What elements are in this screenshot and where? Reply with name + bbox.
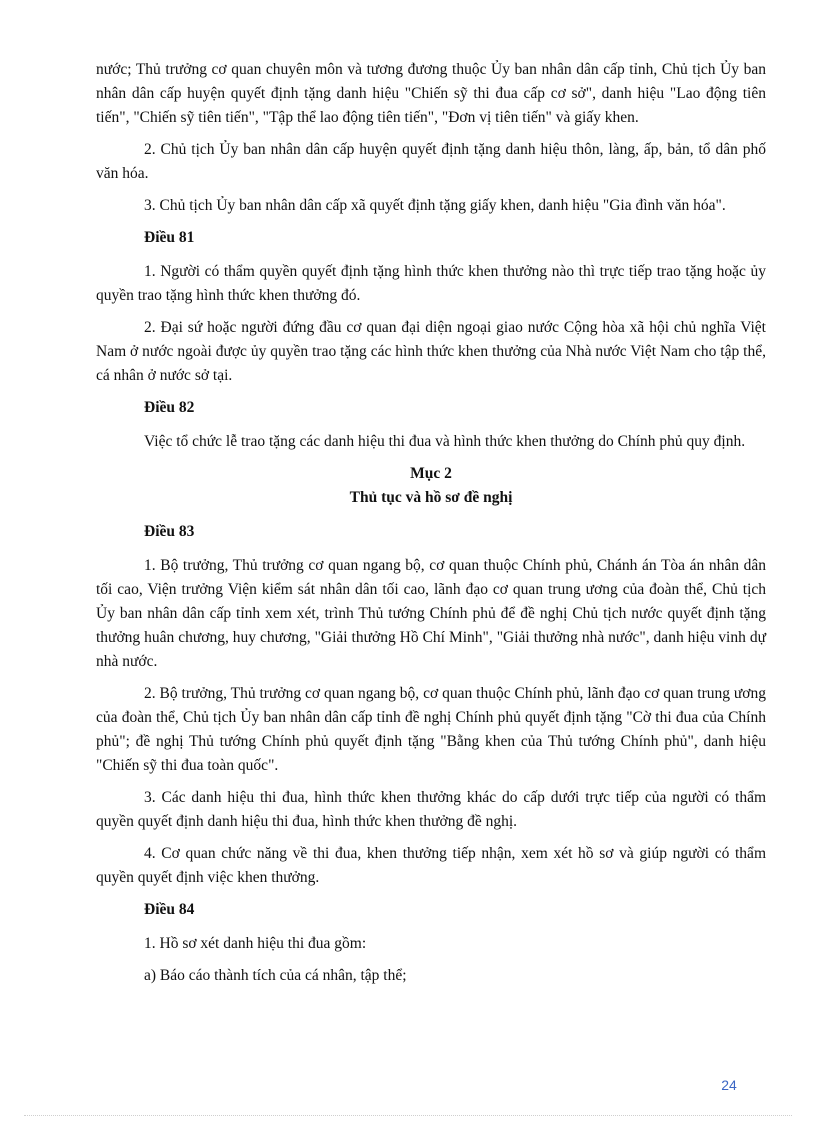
section-number: Mục 2 [410,465,452,482]
paragraph: Việc tổ chức lễ trao tặng các danh hiệu thi đua và hình thức khen thưởng do Chính phủ quy định. [144,433,746,450]
section-heading [96,462,766,510]
article-heading: Điều 83 [144,523,195,540]
paragraph: 2. Bộ trưởng, Thủ trưởng cơ quan ngang bộ, cơ quan thuộc Chính phủ, lãnh đạo cơ quan trung ương của đoàn thể, Chủ tịch Ủy ban nhân dân cấp tỉnh đề nghị Chính phủ quyết định tặng "Cờ thi đua của Chính phủ"; đề nghị Thủ tướng Chính phủ quyết định tặng "Bằng khen của Thủ tướng Chính phủ", danh hiệu "Chiến sỹ thi đua toàn quốc". [96,685,766,774]
paragraph: a) Báo cáo thành tích của cá nhân, tập thể; [144,967,407,984]
paragraph: 1. Người có thẩm quyền quyết định tặng hình thức khen thưởng nào thì trực tiếp trao tặng hoặc ủy quyền trao tặng hình thức khen thưởng đó. [96,263,766,304]
paragraph: 4. Cơ quan chức năng về thi đua, khen thưởng tiếp nhận, xem xét hồ sơ và giúp người có thẩm quyền quyết định việc khen thưởng. [96,845,766,886]
article-heading: Điều 82 [144,399,195,416]
paragraph: 1. Bộ trưởng, Thủ trưởng cơ quan ngang bộ, cơ quan thuộc Chính phủ, Chánh án Tòa án nhân dân tối cao, Viện trưởng Viện kiểm sát nhân dân tối cao, lãnh đạo cơ quan trung ương của đoàn thể, Chủ tịch Ủy ban nhân dân cấp tỉnh xem xét, trình Thủ tướng Chính phủ để đề nghị Chủ tịch nước quyết định tặng thưởng huân chương, huy chương, "Giải thưởng Hồ Chí Minh", "Giải thưởng nhà nước", danh hiệu vinh dự nhà nước. [96,557,766,670]
paragraph: 3. Các danh hiệu thi đua, hình thức khen thưởng khác do cấp dưới trực tiếp của người có thẩm quyền quyết định danh hiệu thi đua, hình thức khen thưởng đề nghị. [96,789,766,830]
article-heading: Điều 81 [144,229,195,246]
paragraph: 3. Chủ tịch Ủy ban nhân dân cấp xã quyết định tặng giấy khen, danh hiệu "Gia đình văn hóa". [144,197,726,214]
paragraph: 1. Hồ sơ xét danh hiệu thi đua gồm: [144,935,367,952]
article-heading: Điều 84 [144,901,195,918]
paragraph: 2. Đại sứ hoặc người đứng đầu cơ quan đại diện ngoại giao nước Cộng hòa xã hội chủ nghĩa Việt Nam ở nước ngoài được ủy quyền trao tặng các hình thức khen thưởng của Nhà nước Việt Nam cho tập thể, cá nhân ở nước sở tại. [96,319,766,384]
document-page [96,58,766,996]
section-title: Thủ tục và hồ sơ đề nghị [349,489,513,506]
footer-divider [24,1115,792,1116]
page-number: 24 [721,1077,737,1093]
paragraph: nước; Thủ trưởng cơ quan chuyên môn và tương đương thuộc Ủy ban nhân dân cấp tỉnh, Chủ tịch Ủy ban nhân dân cấp huyện quyết định tặng danh hiệu "Chiến sỹ thi đua cấp cơ sở", danh hiệu "Lao động tiên tiến", "Chiến sỹ tiên tiến", "Tập thể lao động tiên tiến", "Đơn vị tiên tiến" và giấy khen. [96,61,766,126]
paragraph: 2. Chủ tịch Ủy ban nhân dân cấp huyện quyết định tặng danh hiệu thôn, làng, ấp, bản, tổ dân phố văn hóa. [96,141,766,182]
